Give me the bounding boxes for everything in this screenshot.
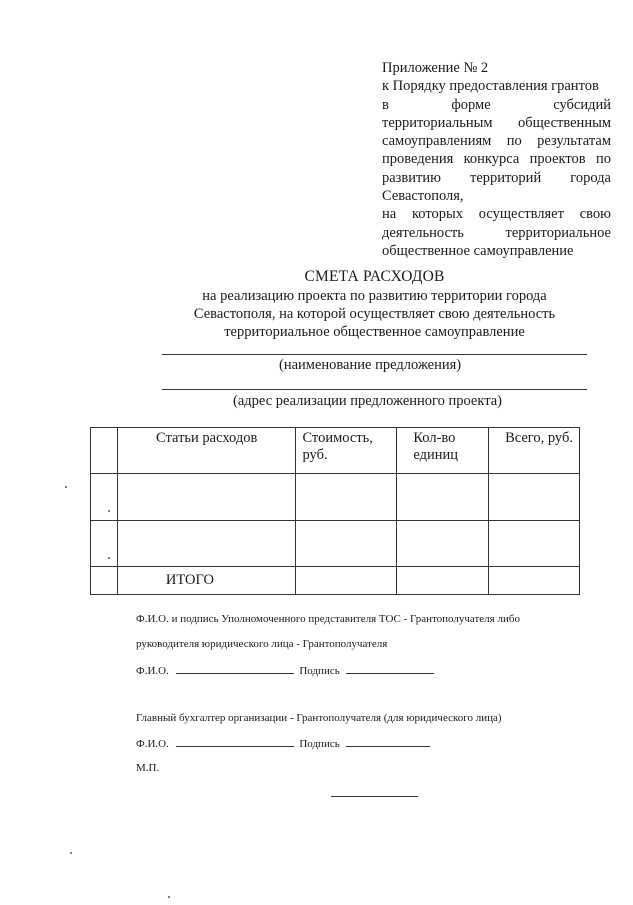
accountant-signature-row [136, 736, 430, 750]
stamp-label: М.П. [136, 762, 160, 774]
table-cell[interactable] [296, 567, 397, 595]
fio-field[interactable] [176, 736, 294, 747]
table-total-row [91, 567, 580, 595]
table-row [91, 474, 580, 521]
table-cell[interactable] [117, 521, 296, 567]
scan-speck [108, 510, 110, 512]
estimate-title: СМЕТА РАСХОДОВ [304, 268, 445, 285]
table-cell[interactable] [296, 474, 397, 521]
proposal-caption: (наименование предложения) [279, 357, 462, 373]
table-cell[interactable] [397, 474, 489, 521]
representative-caption-line1: Ф.И.О. и подпись Уполномоченного представителя ТОС - Грантополучателя либо [136, 613, 520, 625]
appendix-line: в форме субсидий [382, 96, 611, 113]
appendix-line: самоуправлениям по результатам [382, 133, 611, 150]
scan-speck [168, 896, 170, 898]
representative-caption-line2: руководителя юридического лица - Грантополучателя [136, 638, 388, 650]
header-total: Всего, руб. [489, 428, 580, 474]
table-cell[interactable] [91, 521, 118, 567]
fio-field[interactable] [176, 663, 294, 674]
table-cell[interactable] [397, 521, 489, 567]
subtitle-line: Севастополя, на которой осуществляет свою деятельность [193, 306, 556, 322]
appendix-line: на которых осуществляет свою [382, 206, 611, 223]
table-cell[interactable] [489, 521, 580, 567]
table-cell[interactable] [489, 474, 580, 521]
table-row [91, 521, 580, 567]
proposal-name-line[interactable] [162, 354, 587, 355]
appendix-block [382, 59, 611, 260]
appendix-line: к Порядку предоставления грантов [382, 78, 599, 95]
header-quantity: Кол-во единиц [397, 428, 489, 474]
representative-signature-row [136, 663, 434, 677]
table-cell[interactable] [117, 474, 296, 521]
footer-rule [331, 796, 418, 797]
address-caption: (адрес реализации предложенного проекта) [233, 393, 502, 409]
subtitle-line: на реализацию проекта по развитию территории города [202, 288, 547, 304]
table-cell[interactable] [489, 567, 580, 595]
scan-speck [70, 852, 72, 854]
appendix-number: Приложение № 2 [382, 60, 489, 76]
fio-label: Ф.И.О. [136, 665, 169, 677]
appendix-line: проведения конкурса проектов по [382, 151, 611, 168]
table-cell[interactable] [397, 567, 489, 595]
table-cell[interactable] [91, 474, 118, 521]
appendix-line: развитию территорий города [382, 169, 611, 186]
signature-field[interactable] [346, 736, 430, 747]
estimate-subtitle [58, 287, 633, 341]
signature-field[interactable] [346, 663, 434, 674]
appendix-line: общественное самоуправление [382, 242, 574, 259]
cost-table [90, 427, 580, 595]
accountant-caption: Главный бухгалтер организации - Грантополучателя (для юридического лица) [136, 712, 502, 724]
fio-label: Ф.И.О. [136, 738, 169, 750]
appendix-line: Севастополя, [382, 188, 464, 205]
header-number [91, 428, 118, 474]
sign-label: Подпись [299, 738, 340, 750]
scan-speck [65, 486, 67, 488]
sign-label: Подпись [299, 665, 340, 677]
table-cell[interactable] [296, 521, 397, 567]
table-header-row [91, 428, 580, 474]
header-cost: Стоимость, руб. [296, 428, 397, 474]
address-line[interactable] [162, 389, 587, 390]
appendix-line: территориальным общественным [382, 114, 611, 131]
appendix-line: деятельность территориальное [382, 224, 611, 241]
scan-speck [108, 557, 110, 559]
subtitle-line: территориальное общественное самоуправление [224, 324, 525, 340]
table-cell [91, 567, 118, 595]
total-label: ИТОГО [117, 567, 296, 595]
header-expense-items: Статьи расходов [117, 428, 296, 474]
